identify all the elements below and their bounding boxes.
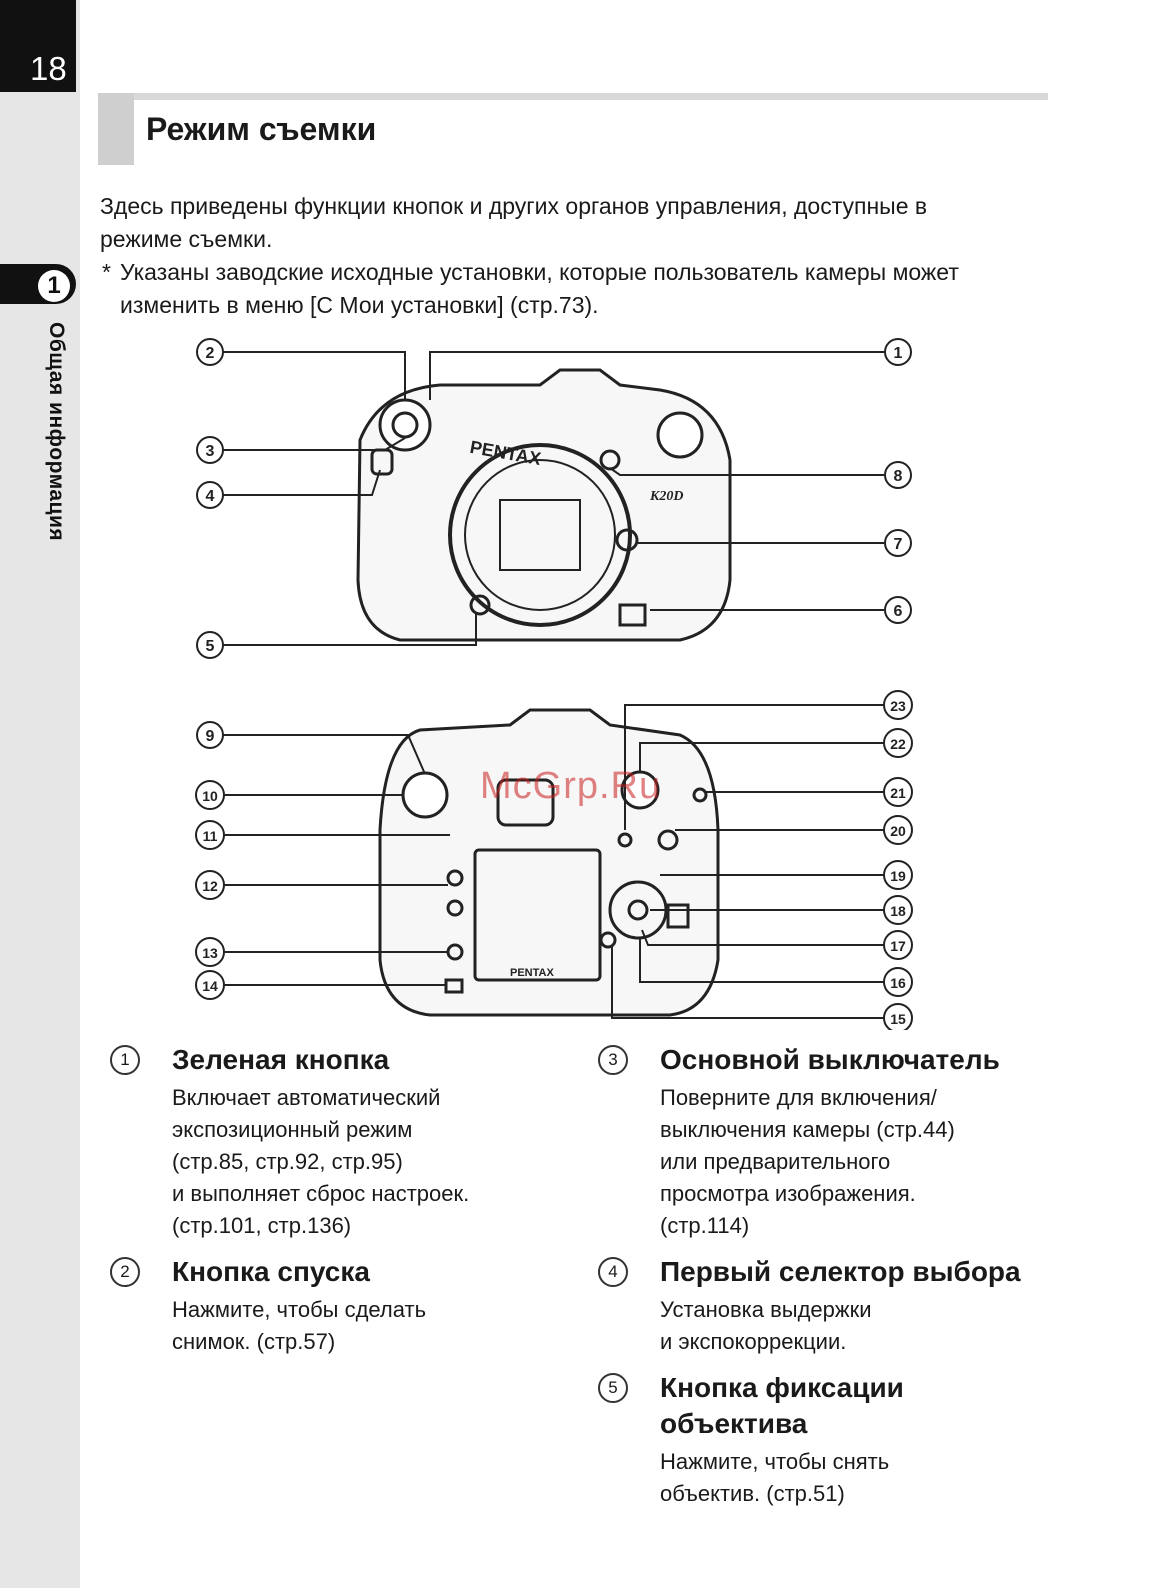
sidebar (0, 0, 80, 1588)
page-number-box (0, 0, 76, 92)
callout-22: 22 (890, 736, 906, 752)
intro-paragraph: Здесь приведены функции кнопок и других органов управления, доступные в режиме съемки. (100, 193, 928, 252)
back-brand-label: PENTAX (510, 967, 554, 979)
callout-17: 17 (890, 938, 906, 954)
intro-note (100, 256, 1000, 322)
desc-title: Зеленая кнопка (172, 1044, 390, 1075)
page-number: 18 (30, 50, 67, 87)
desc-number: 3 (598, 1045, 628, 1075)
descriptions-right (598, 1042, 1048, 1522)
callout-3: 3 (205, 443, 215, 460)
callout-13: 13 (202, 945, 218, 961)
desc-item (598, 1254, 1048, 1358)
camera-diagram (180, 330, 940, 1030)
callout-1: 1 (893, 345, 903, 362)
camera-front-view (358, 370, 730, 640)
note-text: Указаны заводские исходные установки, которые пользователь камеры может изменить в меню [C Мои установки] (стр.73). (120, 259, 959, 318)
desc-text: Включает автоматический экспозиционный режим (стр.85, стр.92, стр.95) и выполняет сброс настроек. (стр.101, стр.136) (172, 1085, 470, 1238)
callout-21: 21 (890, 785, 906, 801)
watermark: McGrp.Ru (480, 765, 662, 807)
intro-text (100, 190, 1000, 322)
callout-18: 18 (890, 903, 906, 919)
callout-7: 7 (893, 536, 903, 553)
desc-item (110, 1254, 540, 1358)
chapter-title: Общая информация (45, 322, 68, 542)
desc-text: Нажмите, чтобы снять объектив. (стр.51) (660, 1449, 890, 1506)
desc-text: Установка выдержки и экспокоррекции. (660, 1297, 872, 1354)
callout-10: 10 (202, 788, 218, 804)
desc-title: Первый селектор выбора (660, 1256, 1021, 1287)
desc-number: 2 (110, 1257, 140, 1287)
camera-brand-label: PENTAX (468, 436, 543, 470)
callout-16: 16 (890, 975, 906, 991)
desc-title: Кнопка спуска (172, 1256, 370, 1287)
callout-14: 14 (202, 978, 218, 994)
section-title-bar (98, 93, 1048, 165)
note-star: * (102, 259, 111, 285)
callout-23: 23 (890, 698, 906, 714)
desc-text: Поверните для включения/ выключения камеры (стр.44) или предварительного просмотра изображения. (стр.114) (660, 1085, 955, 1238)
title-accent (98, 93, 134, 165)
camera-diagram-svg (180, 330, 940, 1030)
desc-number: 1 (110, 1045, 140, 1075)
desc-title: Основной выключатель (660, 1044, 1000, 1075)
page-title: Режим съемки (146, 111, 377, 147)
callout-15: 15 (890, 1011, 906, 1027)
desc-number: 4 (598, 1257, 628, 1287)
desc-item (598, 1370, 1048, 1510)
callout-9: 9 (205, 728, 215, 745)
callout-12: 12 (202, 878, 218, 894)
callout-19: 19 (890, 868, 906, 884)
callout-11: 11 (202, 828, 218, 844)
chapter-number: 1 (38, 270, 70, 302)
desc-title: Кнопка фиксации объектива (660, 1372, 904, 1439)
callout-2: 2 (205, 345, 215, 362)
callout-5: 5 (205, 638, 215, 655)
callout-4: 4 (205, 488, 215, 505)
desc-item (110, 1042, 540, 1242)
title-rule (134, 93, 1048, 100)
descriptions-left (110, 1042, 540, 1370)
callout-6: 6 (893, 603, 903, 620)
desc-item (598, 1042, 1048, 1242)
desc-text: Нажмите, чтобы сделать снимок. (стр.57) (172, 1297, 427, 1354)
callout-8: 8 (893, 468, 903, 485)
callout-20: 20 (890, 823, 906, 839)
desc-number: 5 (598, 1373, 628, 1403)
camera-model-label: K20D (650, 489, 684, 504)
